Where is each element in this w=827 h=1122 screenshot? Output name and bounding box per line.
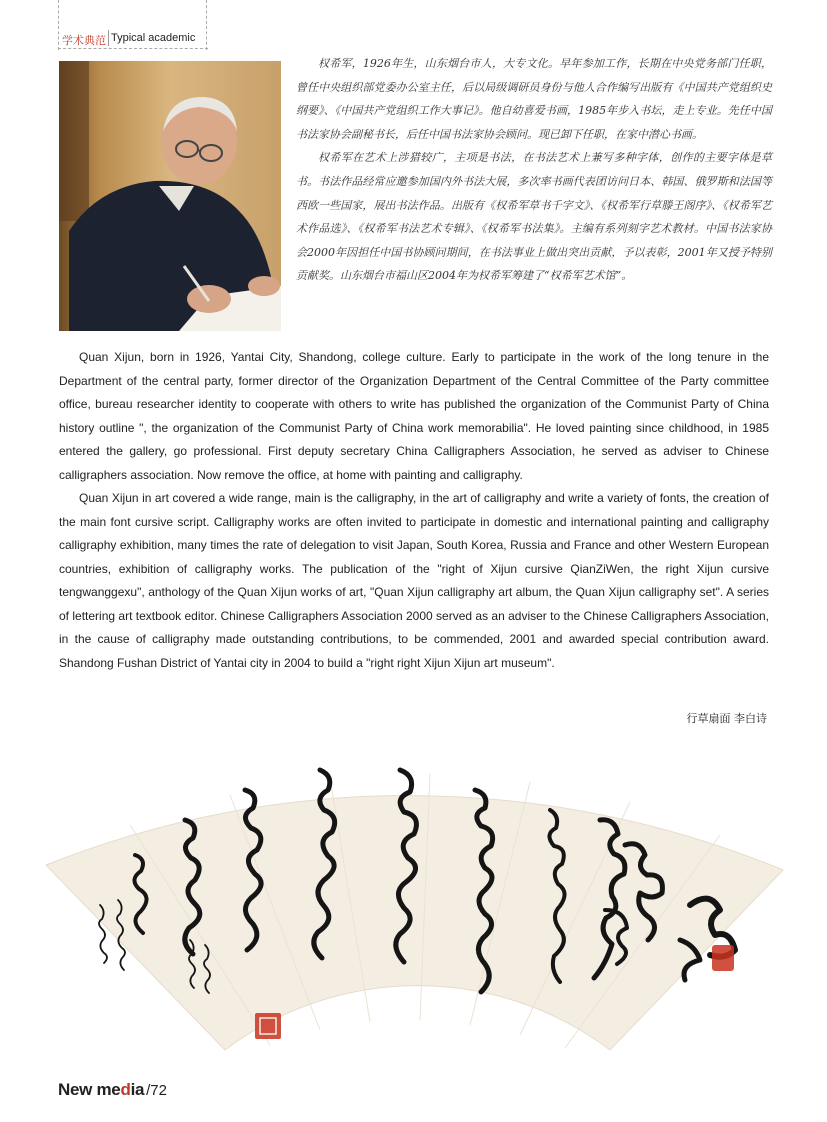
bio-cn-paragraph-1: 权希军，1926年生，山东烟台市人，大专文化。早年参加工作，长期在中央党务部门任职，曾任中央组织部党委办公室主任，后以局级调研员身份与他人合作编写出版有《中国共产党组织史纲要》、《中国共产党组织工作大事记》。他自幼喜爱书画，1985年步入书坛，走上专业。先任中国书法家协会副秘书长，后任中国书法家协会顾问。现已卸下任职，在家中潜心书画。: [296, 57, 772, 141]
seal-stamp-right: [712, 945, 734, 971]
header-divider-right: [206, 0, 207, 50]
header-separator: [108, 30, 109, 46]
biography-chinese: [296, 52, 772, 288]
page-footer: [58, 1080, 167, 1100]
section-title-cn: 学术典范: [62, 34, 106, 47]
fan-calligraphy-artwork: [0, 730, 827, 1070]
artist-photo-illustration: [59, 61, 281, 331]
artwork-caption: 行草扇面 李白诗: [686, 712, 767, 725]
biography-english: [59, 346, 769, 675]
magazine-brand: [58, 1080, 144, 1099]
bio-cn-paragraph-2: 权希军在艺术上涉猎较广，主项是书法，在书法艺术上兼写多种字体，创作的主要字体是草书。书法作品经常应邀参加国内外书法大展，多次率书画代表团访问日本、韩国、俄罗斯和法国等西欧一些国家，展出书法作品。出版有《权希军草书千字文》、《权希军行草滕王阁序》、《权希军艺术作品选》、《权希军书法艺术专辑》、《权希军书法集》。主编有系列刻字艺术教材。中国书法家协会2000年因担任中国书协顾问期间，在书法事业上做出突出贡献，予以表彰，2001年又授予特别贡献奖。山东烟台市福山区2004年为权希军筹建了“权希军艺术馆”。: [296, 151, 772, 283]
seal-stamp-left: [255, 1013, 281, 1039]
brand-part-4: ia: [130, 1080, 145, 1099]
section-header: [58, 0, 208, 50]
section-title-en: Typical academic: [111, 32, 196, 44]
header-underline: [58, 48, 208, 49]
bio-en-paragraph-2: Quan Xijun in art covered a wide range, main is the calligraphy, in the art of calligraphy and write a variety of fonts, the creation of the main font cursive script. Calligraphy works are often invited to participate in domestic and international painting and calligraphy calligraphy exhibition, many times the rate of delegation to visit Japan, South Korea, Russia and France and other Western European countries, exhibition of calligraphy works. The publication of the "right of Xijun cursive QianZiWen, the right Xijun cursive tengwanggexu", anthology of the Quan Xijun works of art, "Quan Xijun calligraphy art album, the Quan Xijun calligraphy set". A series of lettering art textbook editor. Chinese Calligraphers Association 2000 served as an adviser to the Chinese Calligraphers Association, in the cause of calligraphy made outstanding contributions, to be commended, 2001 and awarded special contribution award. Shandong Fushan District of Yantai city in 2004 to build a "right right Xijun Xijun art museum".: [59, 491, 769, 670]
header-divider-left: [58, 0, 59, 50]
brand-part-1: New: [58, 1080, 97, 1099]
bio-en-paragraph-1: Quan Xijun, born in 1926, Yantai City, Shandong, college culture. Early to participate in the work of the long tenure in the Department of the central party, former director of the Organization Department of the Central Committee of the Party committee office, bureau researcher identity to cooperate with others to write has published the organization of the Communist Party of China history outline ", the organization of the Communist Party of China work memorabilia". He loved painting since childhood, in 1985 entered the gallery, go professional. First deputy secretary China Calligraphers Association, he served as adviser to Chinese calligraphers association. Now remove the office, at home with painting and calligraphy.: [59, 350, 769, 482]
fan-calligraphy-image: [0, 730, 827, 1070]
page-number: /72: [146, 1082, 167, 1099]
artist-photo: [59, 61, 281, 331]
brand-part-2: me: [96, 1080, 121, 1099]
brand-part-3: d: [120, 1080, 131, 1099]
